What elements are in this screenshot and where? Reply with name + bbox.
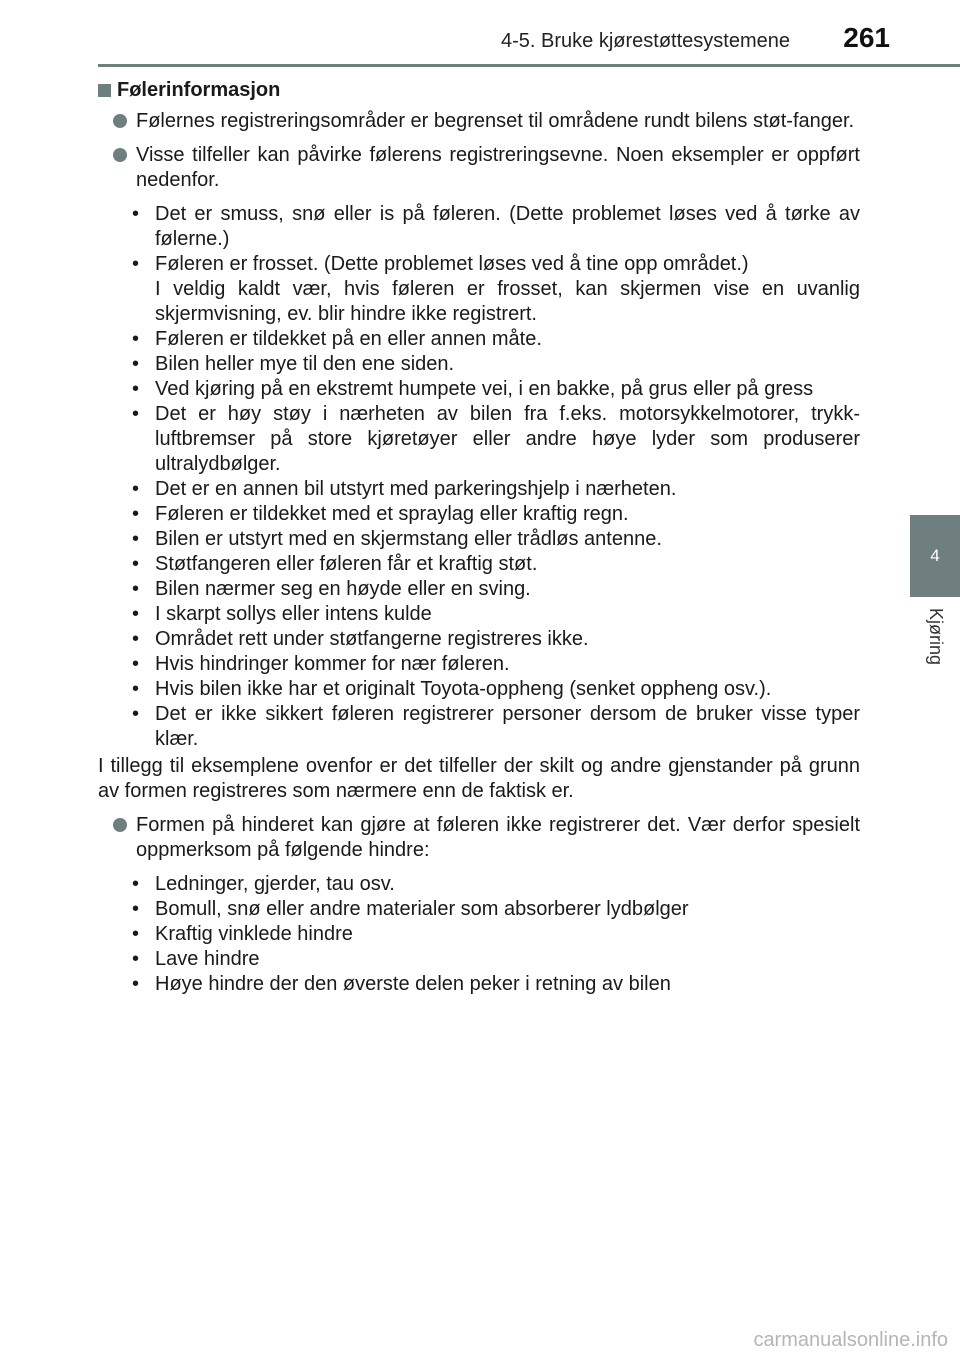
- main-content: [98, 78, 860, 999]
- list-item: • Ledninger, gjerder, tau osv.: [155, 872, 860, 897]
- list-item: • Hvis bilen ikke har et originalt Toyota-oppheng (senket oppheng osv.).: [155, 677, 860, 702]
- paragraph-text: Visse tilfeller kan påvirke følerens registreringsevne. Noen eksempler er oppført nedenfor.: [136, 144, 860, 191]
- list-item: • Høye hindre der den øverste delen peker i retning av bilen: [155, 972, 860, 997]
- paragraph-text: Følernes registreringsområder er begrenset til områdene rundt bilens støt-fanger.: [136, 110, 855, 132]
- list-item: • Bilen heller mye til den ene siden.: [155, 352, 860, 377]
- chapter-label: Kjøring: [926, 608, 946, 666]
- list-item: • Hvis hindringer kommer for nær føleren.: [155, 652, 860, 677]
- paragraph: I tillegg til eksemplene ovenfor er det tilfeller der skilt og andre gjenstander på grunn av formen registreres som nærmere enn de faktisk er.: [98, 755, 860, 802]
- obstacles-list: [98, 872, 860, 997]
- section-heading-text: Følerinformasjon: [117, 79, 281, 101]
- header-rule: [98, 64, 960, 67]
- list-item: • Området rett under støtfangerne registreres ikke.: [155, 627, 860, 652]
- bullet-paragraph: [98, 813, 860, 863]
- list-item: • Det er en annen bil utstyrt med parkeringshjelp i nærheten.: [155, 477, 860, 502]
- list-item: • Støtfangeren eller føleren får et kraftig støt.: [155, 552, 860, 577]
- circle-bullet-icon: [113, 148, 127, 162]
- list-item: • Ved kjøring på en ekstremt humpete vei, i en bakke, på grus eller på gress: [155, 377, 860, 402]
- list-item: • Bilen nærmer seg en høyde eller en sving.: [155, 577, 860, 602]
- chapter-tab: 4: [910, 515, 960, 597]
- section-heading: [98, 78, 860, 103]
- list-item: • Det er smuss, snø eller is på føleren. (Dette problemet løses ved å tørke av følerne.): [155, 202, 860, 252]
- list-item: • Føleren er frosset. (Dette problemet løses ved å tine opp området.) I veldig kaldt vær, hvis føleren er frosset, kan skjermen vise en uvanlig skjermvisning, ev. blir hindre ikke registrert.: [155, 252, 860, 327]
- list-item: • Det er høy støy i nærheten av bilen fra f.eks. motorsykkelmotorer, trykk-luftbremser på store kjøretøyer eller andre høye lyder som produserer ultralydbølger.: [155, 402, 860, 477]
- list-item: • Føleren er tildekket på en eller annen måte.: [155, 327, 860, 352]
- list-item: • Det er ikke sikkert føleren registrerer personer dersom de bruker visse typer klær.: [155, 702, 860, 752]
- watermark: carmanualsonline.info: [753, 1329, 948, 1351]
- list-item: • Lave hindre: [155, 947, 860, 972]
- list-item: • Føleren er tildekket med et spraylag eller kraftig regn.: [155, 502, 860, 527]
- square-bullet-icon: [98, 84, 111, 97]
- list-item: • Bomull, snø eller andre materialer som absorberer lydbølger: [155, 897, 860, 922]
- paragraph-text: Formen på hinderet kan gjøre at føleren ikke registrerer det. Vær derfor spesielt oppmerksom på følgende hindre:: [136, 814, 860, 861]
- header-title: 4-5. Bruke kjørestøttesystemene: [501, 30, 790, 52]
- bullet-paragraph: [98, 109, 860, 134]
- list-item: • I skarpt sollys eller intens kulde: [155, 602, 860, 627]
- bullet-paragraph: [98, 143, 860, 193]
- list-item: • Kraftig vinklede hindre: [155, 922, 860, 947]
- list-item: • Bilen er utstyrt med en skjermstang eller trådløs antenne.: [155, 527, 860, 552]
- circle-bullet-icon: [113, 818, 127, 832]
- circle-bullet-icon: [113, 114, 127, 128]
- page-number: 261: [843, 22, 890, 53]
- conditions-list: [98, 202, 860, 752]
